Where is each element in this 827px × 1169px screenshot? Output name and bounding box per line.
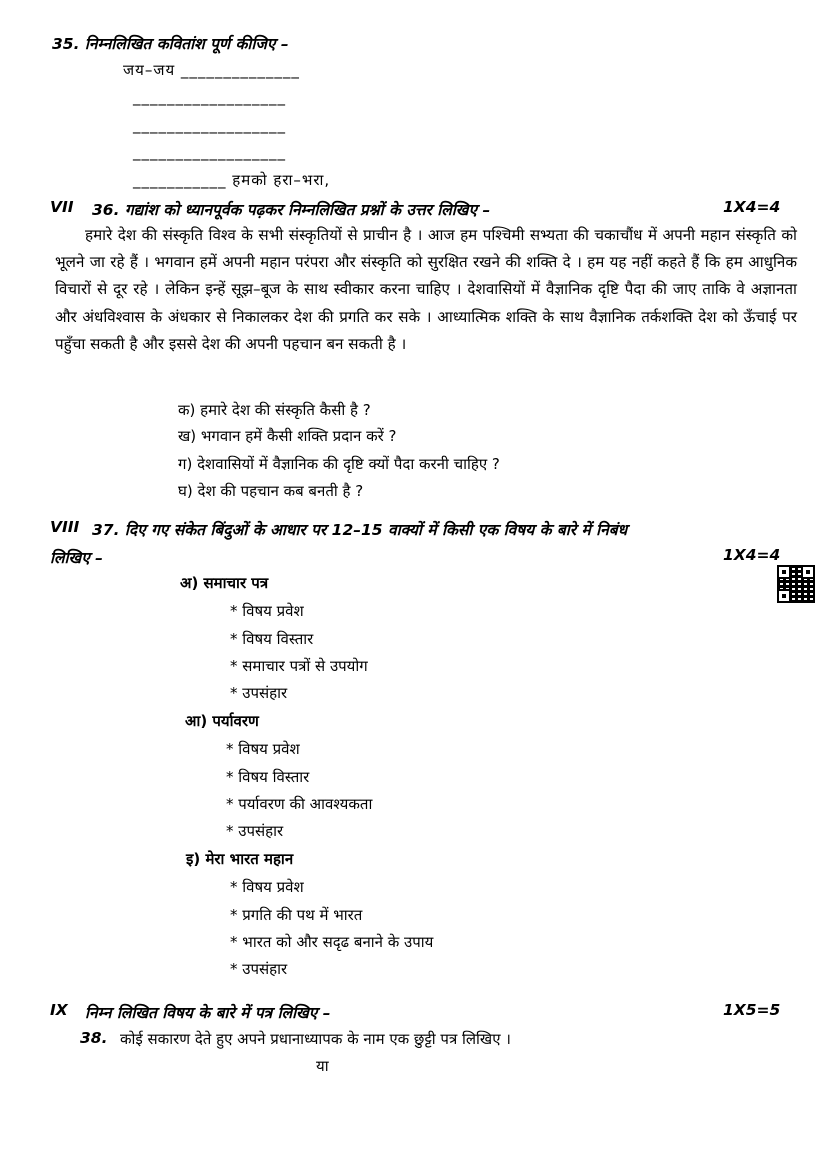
q35-title: 35. निम्नलिखित कवितांश पूर्ण कीजिए – xyxy=(52,35,289,53)
topic-c-point-2: * प्रगति की पथ में भारत xyxy=(230,906,363,924)
q36-question-c: ग) देशवासियों में वैज्ञानिक की दृष्टि क्यों पैदा करनी चाहिए ? xyxy=(178,455,500,473)
qr-code xyxy=(777,565,815,603)
q38-or: या xyxy=(316,1057,329,1075)
topic-c-point-4: * उपसंहार xyxy=(230,960,288,978)
topic-c-point-3: * भारत को और सदृढ बनाने के उपाय xyxy=(230,933,434,951)
q38-number: 38. xyxy=(80,1029,108,1047)
section-viii-label: VIII xyxy=(50,518,80,536)
topic-b-point-1: * विषय प्रवेश xyxy=(226,740,300,758)
q36-question-a: क) हमारे देश की संस्कृति कैसी है ? xyxy=(178,401,371,419)
q38-section-title: निम्न लिखित विषय के बारे में पत्र लिखिए – xyxy=(85,1004,331,1022)
section-ix-label: IX xyxy=(50,1001,68,1019)
topic-c-heading: इ) मेरा भारत महान xyxy=(186,850,294,868)
poem-line-2: __________________ xyxy=(133,88,286,106)
poem-line-5: ___________ हमको हरा–भरा, xyxy=(133,171,331,189)
topic-a-point-1: * विषय प्रवेश xyxy=(230,602,304,620)
topic-b-point-2: * विषय विस्तार xyxy=(226,768,310,786)
poem-line-1: जय–जय ______________ xyxy=(123,61,300,79)
poem-line-3: __________________ xyxy=(133,116,286,134)
topic-a-point-3: * समाचार पत्रों से उपयोग xyxy=(230,657,368,675)
q36-question-d: घ) देश की पहचान कब बनती है ? xyxy=(178,482,364,500)
q37-title-line2: लिखिए – xyxy=(50,549,103,567)
q36-marks: 1X4=4 xyxy=(723,198,781,216)
q37-marks: 1X4=4 xyxy=(723,546,781,564)
topic-a-point-4: * उपसंहार xyxy=(230,684,288,702)
topic-c-point-1: * विषय प्रवेश xyxy=(230,878,304,896)
section-vii-label: VII xyxy=(50,198,74,216)
q38-text: कोई सकारण देते हुए अपने प्रधानाध्यापक के नाम एक छुट्टी पत्र लिखिए । xyxy=(120,1030,511,1048)
topic-b-heading: आ) पर्यावरण xyxy=(185,712,259,730)
q36-passage: हमारे देश की संस्कृति विश्व के सभी संस्कृतियों से प्राचीन है । आज हम पश्चिमी सभ्यता की चकाचौंध में अपनी महान संस्कृति को भूलने जा रहे हैं । भगवान हमें अपनी महान परंपरा और संस्कृति को सुरक्षित रखने की शक्ति दे । हम यह नहीं कहते हैं कि हम आधुनिक विचारों से दूर रहे । लेकिन इन्हें सूझ–बूज के साथ स्वीकार करना चाहिए । देशवासियों में वैज्ञानिक दृष्टि पैदा की जाए ताकि वे अज्ञानता और अंधविश्वास के अंधकार से निकालकर देश की प्रगति कर सके । आध्यात्मिक शक्ति के साथ वैज्ञानिक तर्कशक्ति देश को ऊँचाई पर पहुँचा सकती है और इससे देश की अपनी पहचान बन सकती है । xyxy=(55,226,797,353)
topic-a-point-2: * विषय विस्तार xyxy=(230,630,314,648)
q38-marks: 1X5=5 xyxy=(723,1001,781,1019)
topic-a-heading: अ) समाचार पत्र xyxy=(180,574,269,592)
q36-question-b: ख) भगवान हमें कैसी शक्ति प्रदान करें ? xyxy=(178,427,397,445)
q37-title-line1: 37. दिए गए संकेत बिंदुओं के आधार पर 12–15 वाक्यों में किसी एक विषय के बारे में निबंध xyxy=(92,521,628,539)
poem-line-4: __________________ xyxy=(133,143,286,161)
topic-b-point-4: * उपसंहार xyxy=(226,822,284,840)
topic-b-point-3: * पर्यावरण की आवश्यकता xyxy=(226,795,373,813)
q36-title: 36. गद्यांश को ध्यानपूर्वक पढ़कर निम्नलिखित प्रश्नों के उत्तर लिखिए – xyxy=(92,201,491,219)
